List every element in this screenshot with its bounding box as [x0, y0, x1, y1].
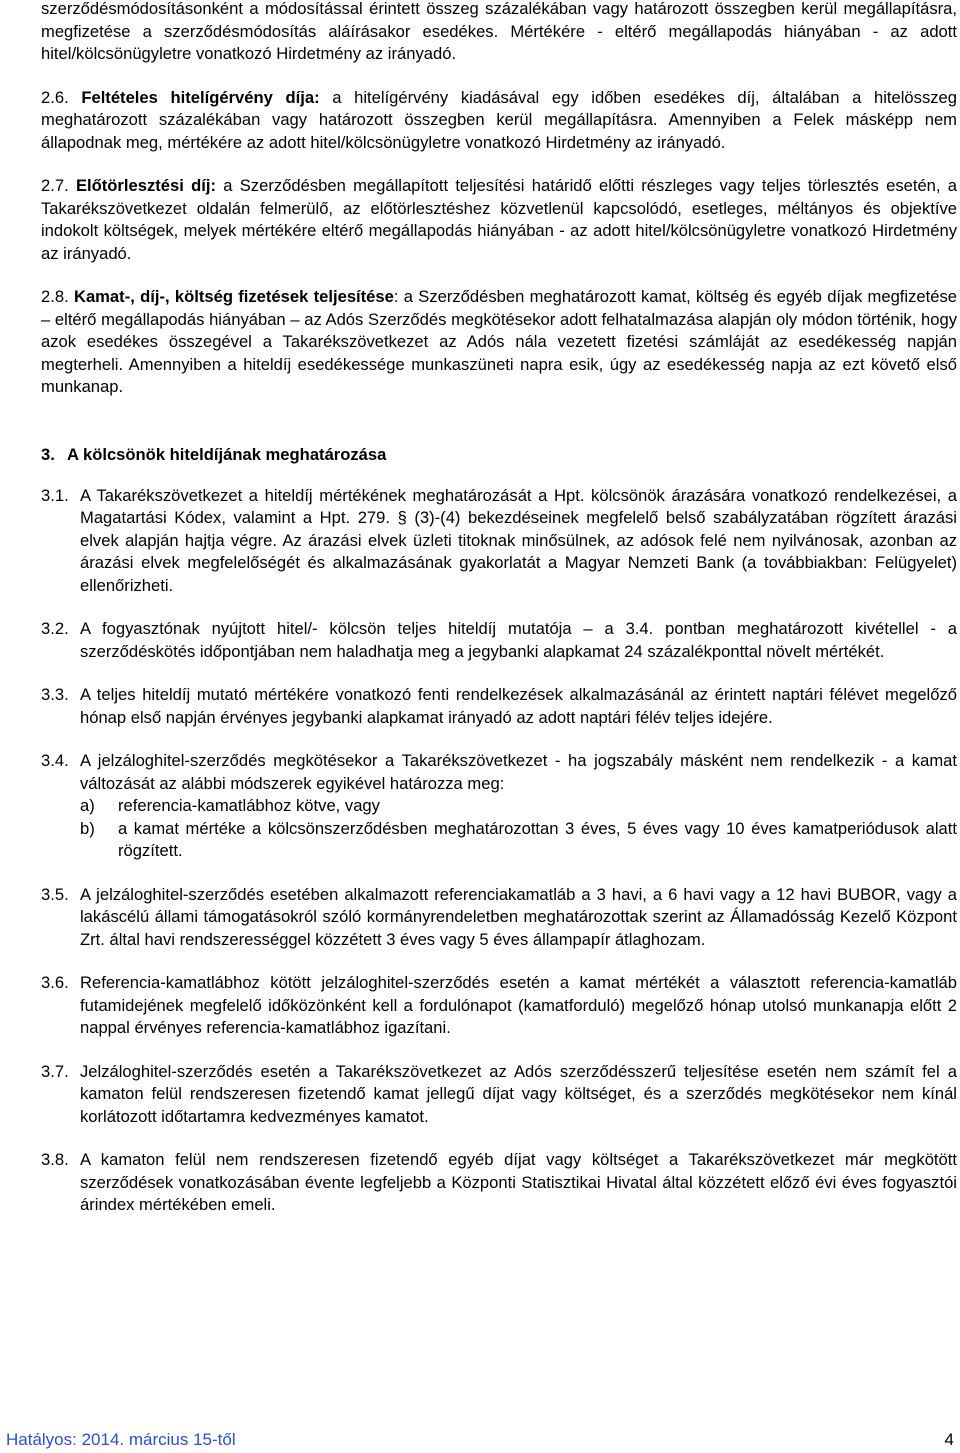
item-3-3-number: 3.3. [41, 685, 69, 704]
section-2-6-text: a hitelígérvény kiadásával egy időben esedékes díj, általában a hitelösszeg meghatározott százalékában vagy határozott összegben kerül megállapításra. Amennyiben a Felek másképp nem állapodnak meg, mértékére az adott hitel/kölcsönügyletre vonatkozó Hirdetmény az irányadó. [41, 87, 957, 152]
item-3-4-list [80, 795, 957, 863]
item-3-1 [41, 485, 957, 598]
section-2-6-number: 2.6. [41, 87, 69, 107]
section-3-title: A kölcsönök hiteldíjának meghatározása [67, 444, 387, 464]
section-3-number: 3. [41, 444, 55, 464]
section-2-8-number: 2.8. [41, 287, 69, 306]
item-3-8 [41, 1149, 957, 1217]
item-3-6 [41, 972, 957, 1040]
item-3-8-text: A kamaton felül nem rendszeresen fizetendő egyéb díjat vagy költséget a Takarékszövetkezet már megkötött szerződések vonatkozásában évente legfeljebb a Központi Statisztikai Hivatal által közzétett előző évi éves fogyasztói árindex mértékében emeli. [80, 1150, 957, 1214]
item-3-2-number: 3.2. [41, 619, 69, 638]
page-number: 4 [944, 1430, 954, 1449]
list-item [80, 818, 957, 863]
list-item-label: a) [80, 796, 95, 815]
item-3-5-text: A jelzáloghitel-szerződés esetében alkalmazott referenciakamatláb a 3 havi, a 6 havi vagy a 12 havi BUBOR, vagy a lakáscélú állami támogatásokról szóló kormányrendeletben meghatározottak szerint az Államadósság Kezelő Központ Zrt. által havi rendszerességgel közzétett 3 éves vagy 5 éves állampapír átlaghozam. [80, 884, 957, 949]
item-3-3 [41, 684, 957, 729]
list-item [80, 795, 957, 818]
item-3-1-number: 3.1. [41, 485, 69, 505]
intro-paragraph: szerződésmódosításonként a módosítással érintett összeg százalékában vagy határozott összegben kerül megállapításra, megfizetése a szerződésmódosítás aláírásakor esedékes. Mértékére - eltérő megállapodás hiányában - az adott hitel/kölcsönügyletre vonatkozó Hirdetmény az irányadó. [41, 0, 957, 63]
item-3-1-text: A Takarékszövetkezet a hiteldíj mértékének meghatározását a Hpt. kölcsönök árazására vonatkozó rendelkezései, a Magatartási Kódex, valamint a Hpt. 279. § (3)-(4) bekezdéseinek megfelelő belső szabályzatában rögzített árazási elvek alapján hajtja végre. Az árazási elvek üzleti titoknak minősülnek, az adósok felé nem nyilvánosak, azonban az árazási elvek megfelelőségét és alkalmazásának gyakorlatát a Magyar Nemzeti Bank (a továbbiakban: Felügyelet) ellenőrizheti. [80, 485, 957, 595]
item-3-7-number: 3.7. [41, 1061, 69, 1081]
item-3-6-text: Referencia-kamatlábhoz kötött jelzáloghitel-szerződés esetén a kamat mértékét a választott referencia-kamatláb futamidejének megfelelő időközönként kell a fordulónapot (kamatforduló) megelőző hónap utolsó munkanapja előtt 2 nappal érvényes referencia-kamatlábhoz igazítani. [80, 973, 957, 1037]
item-3-7 [41, 1061, 957, 1129]
item-3-4-number: 3.4. [41, 751, 69, 770]
item-3-8-number: 3.8. [41, 1150, 69, 1169]
page-footer [0, 1430, 960, 1452]
section-2-8-text: : a Szerződésben meghatározott kamat, költség és egyéb díjak megfizetése – eltérő megállapodás hiányában – az Adós Szerződés megkötésekor adott felhatalmazása alapján oly módon történik, hogy azok esedékes összegével a Takarékszövetkezet az Adós nála vezetett fizetési számláját az esedékesség napján megterheli. Amennyiben a hiteldíj esedékessége munkaszüneti napra esik, úgy az esedékesség napja az ezt követő első munkanap. [41, 287, 957, 396]
section-2-6-title: Feltételes hitelígérvény díja: [81, 87, 320, 107]
section-2-7-number: 2.7. [41, 176, 69, 195]
section-2-8-title: Kamat-, díj-, költség fizetések teljesítése [73, 287, 394, 306]
section-2-6 [41, 87, 957, 155]
list-item-label: b) [80, 818, 95, 838]
item-3-4-text: A jelzáloghitel-szerződés megkötésekor a Takarékszövetkezet - ha jogszabály másként nem rendelkezik - a kamat változását az alábbi módszerek egyikével határozza meg: [80, 751, 957, 793]
item-3-5-number: 3.5. [41, 884, 69, 904]
item-3-2-text: A fogyasztónak nyújtott hitel/- kölcsön teljes hiteldíj mutatója – a 3.4. pontban meghatározott kivétellel - a szerződéskötés időpontjában nem haladhatja meg a jegybanki alapkamat 24 százalékponttal növelt mértékét. [80, 619, 957, 661]
document-body [41, 0, 957, 1217]
item-3-4 [41, 750, 957, 863]
item-3-7-text: Jelzáloghitel-szerződés esetén a Takarékszövetkezet az Adós szerződésszerű teljesítése esetén nem számít fel a kamaton felül rendszeresen fizetendő kamat jellegű díjat vagy költséget, és a szerződés megkötésekor nem kínál korlátozott időtartamra kedvezményes kamatot. [80, 1061, 957, 1126]
section-2-7-title: Előtörlesztési díj: [75, 176, 216, 195]
section-3-heading [41, 445, 957, 465]
section-2-8 [41, 286, 957, 399]
list-item-text: a kamat mértéke a kölcsönszerződésben meghatározottan 3 éves, 5 éves vagy 10 éves kamatperiódusok alatt rögzített. [118, 818, 957, 860]
section-2-7 [41, 175, 957, 265]
section-2-7-text: a Szerződésben megállapított teljesítési határidő előtti részleges vagy teljes törlesztés esetén, a Takarékszövetkezet oldalán felmerülő, az előtörlesztéshez közvetlenül kapcsolódó, esetleges, méltányos és objektíve indokolt költségek, melyek mértékére eltérő megállapodás hiányában - az adott hitel/kölcsönügyletre vonatkozó Hirdetmény az irányadó. [41, 176, 957, 263]
item-3-2 [41, 618, 957, 663]
list-item-text: referencia-kamatlábhoz kötve, vagy [118, 796, 380, 815]
effective-date: Hatályos: 2014. március 15-től [6, 1430, 236, 1449]
item-3-6-number: 3.6. [41, 973, 69, 992]
item-3-5 [41, 884, 957, 952]
item-3-3-text: A teljes hiteldíj mutató mértékére vonatkozó fenti rendelkezések alkalmazásánál az érintett naptári félévet megelőző hónap első napján érvényes jegybanki alapkamat irányadó az adott naptári félév teljes idejére. [80, 685, 957, 727]
